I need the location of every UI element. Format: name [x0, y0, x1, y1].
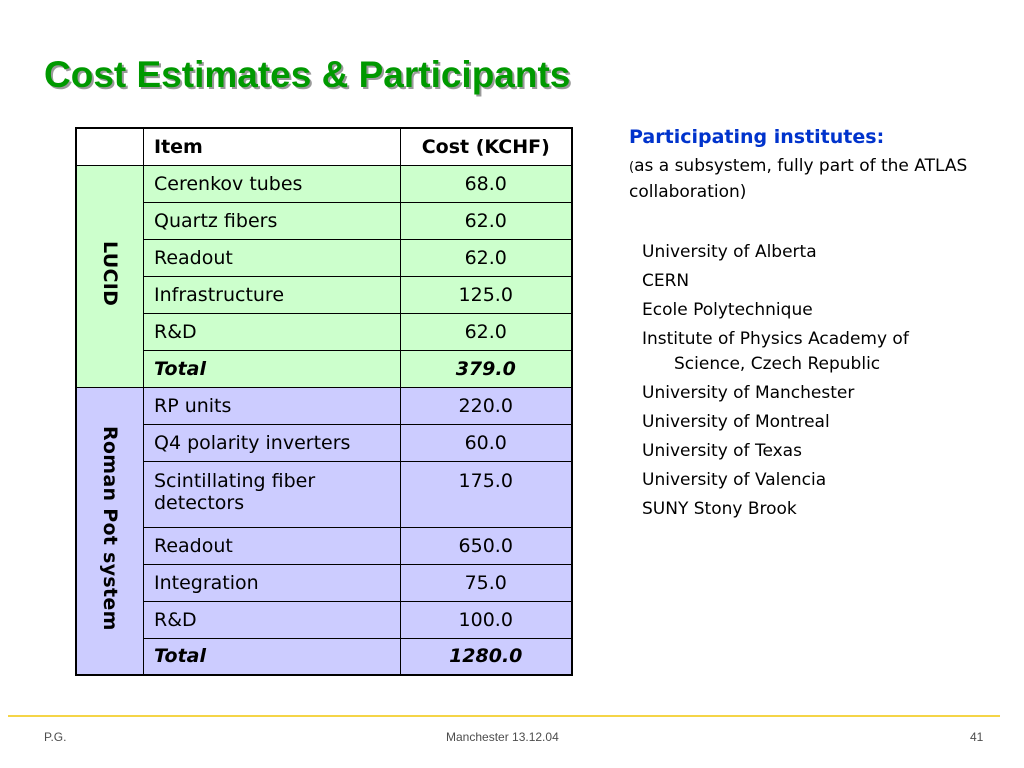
- table-row: [76, 601, 572, 638]
- list-item: University of Valencia: [642, 470, 827, 490]
- row-item: Cerenkov tubes: [144, 165, 401, 202]
- table-row: [76, 461, 572, 527]
- total-label: Total: [144, 350, 401, 387]
- table-row: [76, 387, 572, 424]
- row-cost: 62.0: [401, 202, 572, 239]
- total-label: Total: [144, 638, 401, 675]
- list-item: Ecole Polytechnique: [642, 300, 813, 320]
- note-text: as a subsystem, fully part of the ATLAS collaboration): [629, 156, 968, 202]
- table-row: [76, 564, 572, 601]
- row-item: RP units: [144, 387, 401, 424]
- header-corner-cell: [76, 128, 144, 165]
- list-item: SUNY Stony Brook: [642, 499, 797, 519]
- table-row: [76, 313, 572, 350]
- total-row-roman-pot: [76, 638, 572, 675]
- row-cost: 650.0: [401, 527, 572, 564]
- list-item: University of Montreal: [642, 412, 830, 432]
- row-cost: 100.0: [401, 601, 572, 638]
- list-item: University of Alberta: [642, 242, 817, 262]
- participants-note: [629, 154, 999, 204]
- row-cost: 62.0: [401, 313, 572, 350]
- participants-heading: Participating institutes:: [629, 126, 885, 148]
- table-row: [76, 276, 572, 313]
- row-cost: 68.0: [401, 165, 572, 202]
- note-paren: (: [629, 160, 635, 175]
- total-cost: 1280.0: [401, 638, 572, 675]
- row-cost: 62.0: [401, 239, 572, 276]
- row-cost: 175.0: [401, 461, 572, 527]
- table-row: [76, 424, 572, 461]
- row-cost: 125.0: [401, 276, 572, 313]
- row-item: Integration: [144, 564, 401, 601]
- row-item: R&D: [144, 313, 401, 350]
- table-header-row: [76, 128, 572, 165]
- list-item: CERN: [642, 271, 690, 291]
- list-item: University of Manchester: [642, 383, 855, 403]
- row-cost: 220.0: [401, 387, 572, 424]
- participants-panel: [629, 126, 999, 204]
- footer-author: P.G.: [44, 730, 67, 744]
- header-cost: Cost (KCHF): [401, 128, 572, 165]
- slide-number: 41: [970, 730, 984, 744]
- row-item: Scintillating fiber detectors: [144, 461, 401, 527]
- list-item: University of Texas: [642, 441, 802, 461]
- header-item: Item: [144, 128, 401, 165]
- row-cost: 60.0: [401, 424, 572, 461]
- cost-table: [75, 127, 573, 676]
- table-row: [76, 165, 572, 202]
- row-item: Q4 polarity inverters: [144, 424, 401, 461]
- row-item: Readout: [144, 527, 401, 564]
- group-label-lucid: LUCID: [76, 165, 144, 387]
- list-item: Institute of Physics Academy of Science, Czech Republic: [642, 329, 909, 374]
- row-cost: 75.0: [401, 564, 572, 601]
- row-item: Infrastructure: [144, 276, 401, 313]
- table-row: [76, 239, 572, 276]
- slide-title: Cost Estimates & Participants: [44, 54, 571, 95]
- total-cost: 379.0: [401, 350, 572, 387]
- row-item: R&D: [144, 601, 401, 638]
- row-item: Readout: [144, 239, 401, 276]
- total-row-lucid: [76, 350, 572, 387]
- footer-event: Manchester 13.12.04: [446, 730, 559, 744]
- group-label-roman-pot: Roman Pot system: [76, 387, 144, 675]
- institute-list: [642, 238, 972, 524]
- table-row: [76, 202, 572, 239]
- row-item: Quartz fibers: [144, 202, 401, 239]
- table-row: [76, 527, 572, 564]
- footer-divider: [8, 715, 1000, 717]
